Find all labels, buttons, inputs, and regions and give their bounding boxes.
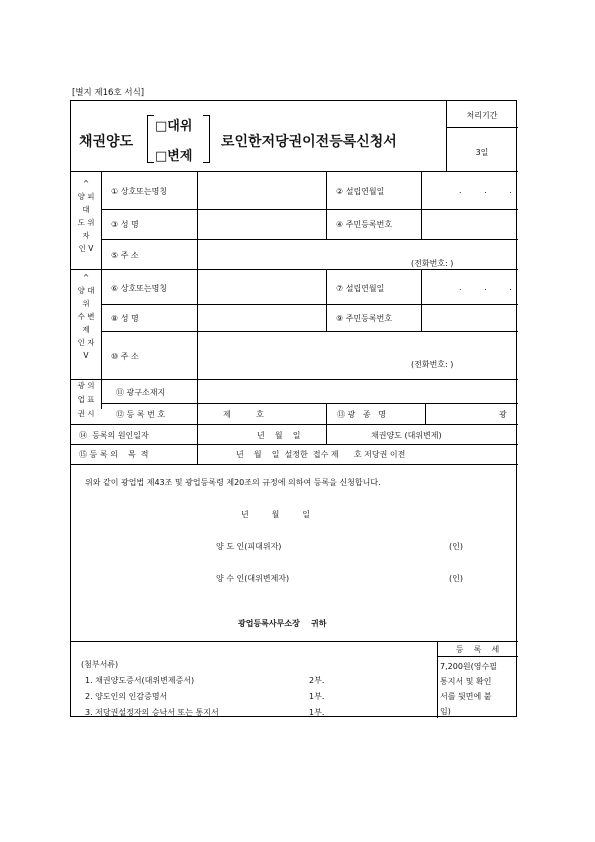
purpose-label: ⑮ 등 록 의 목 적 — [79, 450, 149, 459]
assignee-est-label: ⑦ 설립연월일 — [336, 284, 385, 293]
option-repayment[interactable]: □변제 — [155, 149, 193, 164]
assignee-addr-field[interactable] — [198, 332, 517, 378]
assignor-person-field[interactable] — [198, 210, 325, 238]
assignee-name-label: ⑥ 상호또는명칭 — [111, 284, 168, 293]
assignor-person-label: ③ 성 명 — [111, 220, 139, 229]
registration-tax-text: 7,200원(영수필 통지서 및 확인 서를 뒷면에 붙 임) — [440, 662, 497, 716]
processing-period-label: 처리기간 — [466, 111, 498, 120]
assignor-side-label: ^ 양 피 대 도 위 자 인 V — [77, 179, 95, 253]
bracket-left — [147, 115, 154, 163]
mining-regno-value[interactable]: 제 호 — [223, 410, 264, 419]
assignee-phone: (전화번호: ) — [411, 360, 454, 369]
cause-text: 채권양도 (대위변제) — [371, 431, 442, 440]
assignor-reg-field[interactable] — [422, 210, 517, 238]
mining-side-label: 광 의 업 표 권 시 — [77, 381, 95, 418]
assignor-reg-label: ④ 주민등록번호 — [336, 220, 393, 229]
assignor-seal[interactable]: (인) — [449, 542, 463, 551]
assignee-side-label: ^ 양 대 위 수 변 제 인 자 V — [77, 273, 95, 360]
assignor-phone: (전화번호: ) — [411, 259, 454, 268]
application-form — [70, 100, 522, 717]
bracket-right — [203, 115, 210, 163]
option-subrogation[interactable]: □대위 — [155, 119, 193, 134]
attachment-count-1: 2부. — [309, 676, 325, 685]
attachment-item-2: 2. 양도인의 인감증명서 — [85, 692, 168, 701]
form-number-label: [별지 제16호 서식] — [72, 88, 145, 98]
assignee-person-label: ⑧ 성 명 — [111, 314, 139, 323]
assignor-est-value[interactable]: . . . — [459, 186, 522, 195]
assignee-reg-field[interactable] — [422, 305, 517, 330]
assignor-addr-field[interactable] — [198, 240, 517, 268]
assignor-signer-label: 양 도 인(피대위자) — [216, 542, 282, 551]
mining-location-field[interactable] — [198, 380, 517, 402]
assignee-est-value[interactable]: . . . — [459, 283, 522, 292]
title-prefix: 채권양도 — [79, 134, 134, 150]
attachment-item-3: 3. 저당권설정자의 승낙서 또는 통지서 — [85, 708, 219, 717]
assignee-seal[interactable]: (인) — [449, 574, 463, 583]
mineral-label: ⑬ 광 종 명 — [337, 410, 386, 419]
assignee-name-field[interactable] — [198, 270, 325, 303]
registration-tax-label: 등 록 세 — [455, 645, 500, 654]
mining-location-label: ⑪ 광구소재지 — [116, 388, 166, 397]
attachment-item-1: 1. 채권양도증서(대위변제증서) — [85, 676, 195, 685]
assignee-person-field[interactable] — [198, 305, 325, 330]
mining-regno-label: ⑫ 등 록 번 호 — [116, 410, 166, 419]
cause-date-value[interactable]: 년 월 일 — [257, 431, 301, 440]
assignor-name-label: ① 상호또는명칭 — [111, 187, 168, 196]
assignor-est-label: ② 설립연월일 — [336, 187, 385, 196]
recipient: 광업등록사무소장 귀하 — [238, 619, 327, 628]
mineral-value[interactable]: 광 — [499, 410, 507, 419]
assignee-signer-label: 양 수 인(대위변제자) — [216, 574, 290, 583]
declaration-text: 위와 같이 광업법 제43조 및 광업등록령 제20조의 규정에 의하여 등록을 신청합니다. — [85, 478, 381, 487]
assignor-addr-label: ⑤ 주 소 — [111, 251, 139, 260]
purpose-text[interactable]: 년 월 일 설정한 접수 제 호 저당권 이전 — [236, 450, 406, 459]
title-suffix: 로인한저당권이전등록신청서 — [221, 134, 397, 150]
application-date[interactable]: 년 월 일 — [241, 510, 310, 519]
processing-period-value: 3일 — [475, 148, 489, 157]
attachments-heading: (첨부서류) — [81, 660, 119, 669]
assignee-addr-label: ⑩ 주 소 — [111, 352, 139, 361]
assignee-reg-label: ⑨ 주민등록번호 — [336, 314, 393, 323]
attachment-count-2: 1부. — [309, 692, 325, 701]
attachment-count-3: 1부. — [309, 708, 325, 717]
assignor-name-field[interactable] — [198, 172, 325, 208]
cause-date-label: ⑭ 등록의 원인일자 — [79, 431, 149, 440]
